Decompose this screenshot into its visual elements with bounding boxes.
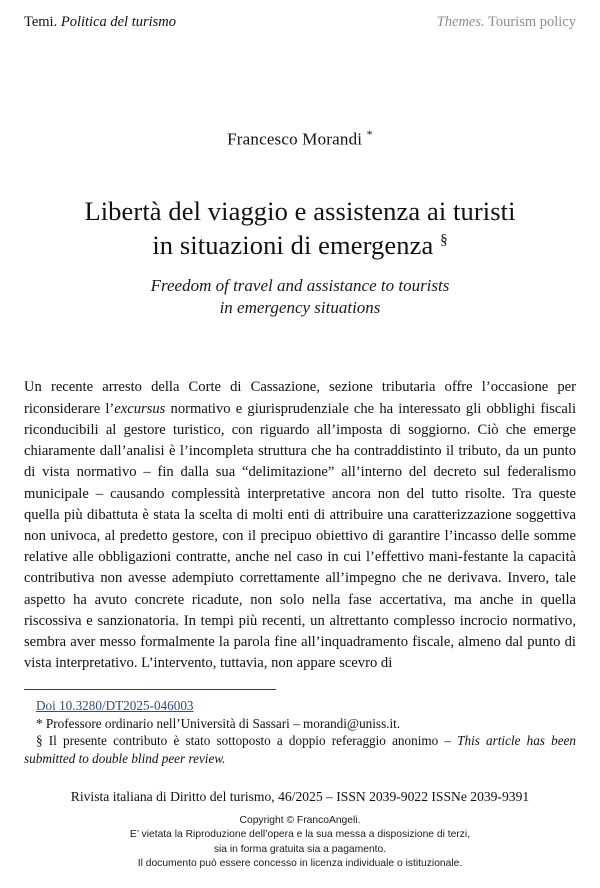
page-subtitle-line-1: Freedom of travel and assistance to tourists [150,275,450,295]
title-footnote-marker: § [440,232,448,249]
author-footnote-marker: * [366,127,373,141]
page-title-line-2-text: in situazioni di emergenza [152,230,434,261]
copyright-line-1: Copyright © FrancoAngeli. [239,814,361,826]
footnote-separator-rule [24,689,276,690]
doi-link[interactable]: Doi 10.3280/DT2025-046003 [36,698,194,714]
page-subtitle-line-2: in emergency situations [219,297,381,317]
abstract-paragraph [24,377,576,674]
copyright-line-4: Il documento può essere concesso in licenza individuale o istituzionale. [137,858,463,870]
running-head-left [24,14,176,31]
footnote-author-affiliation: * Professore ordinario nell’Università di Sassari – morandi@uniss.it. [36,716,401,732]
page-title [24,194,576,263]
running-head-right-label: Themes. [436,14,485,30]
copyright-line-3: sia in forma gratuita sia a pagamento. [213,843,387,855]
author-byline [24,127,576,150]
footnote-peer-review [24,732,576,766]
copyright-notice [0,814,600,872]
abstract-part-2: normativo e giurisprudenziale che ha interessato gli obblighi fiscali riconducibili al gestore turistico, con riguardo all’imposta di soggiorno. Ciò che emerge chiaramente dall’analisi è l’incompleta struttura che ha contraddistinto il tributo, da un punto di vista normativo – fin dalla sua “delimitazione” all’interno del decreto sul federalismo municipale – causando complessità interpretative ancora non del tutto risolte. Tra queste quella più dibattuta è stata la scelta di molti enti di attribuire una caratterizzazione soggettiva non univoca, al predetto gestore, con il precipuo obiettivo di garantire l’incasso delle somme relative alle obbligazioni contratte, anche nel caso in cui l’effettivo mani-festante la capacità contributiva non avesse adempiuto correttamente all’impegno che ne derivava. Invero, tale aspetto ha avuto concrete ricadute, non solo nella fase accertativa, ma anche in quella riscossiva e sanzionatoria. In tempi più recenti, un altrettanto complesso incrocio normativo, sembra aver messo formalmente la parola fine all’inquadramento fiscale, almeno dal punto di vista interpretativo. L’intervento, tuttavia, non appare scevro di [24,400,576,672]
page-title-line-2 [24,228,576,262]
page-title-line-1: Libertà del viaggio e assistenza ai turisti [84,195,516,226]
abstract-italic-term: excursus [114,400,166,417]
copyright-line-2: E’ vietata la Riproduzione dell’opera e la sua messa a disposizione di terzi, [129,829,471,841]
footnote-peer-review-english: This article has been submitted to double blind peer review. [24,733,576,766]
running-head-right-title: Tourism policy [488,14,576,30]
page-subtitle [24,275,576,320]
author-name: Francesco Morandi [227,129,363,149]
abstract-part-1: Un recente arresto della Corte di Cassazione, sezione tributaria offre l’occasione per riconsiderare l’ [24,379,576,417]
running-head-left-label: Temi. [24,14,58,30]
footnote-peer-review-italian: § Il presente contributo è stato sottoposto a doppio referaggio anonimo – [36,733,458,749]
running-head-right [437,14,576,31]
footnote-block [24,697,576,767]
running-head-left-title: Politica del turismo [60,14,177,30]
running-head [24,0,576,31]
journal-citation: Rivista italiana di Diritto del turismo, 46/2025 – ISSN 2039-9022 ISSNe 2039-9391 [70,788,530,804]
